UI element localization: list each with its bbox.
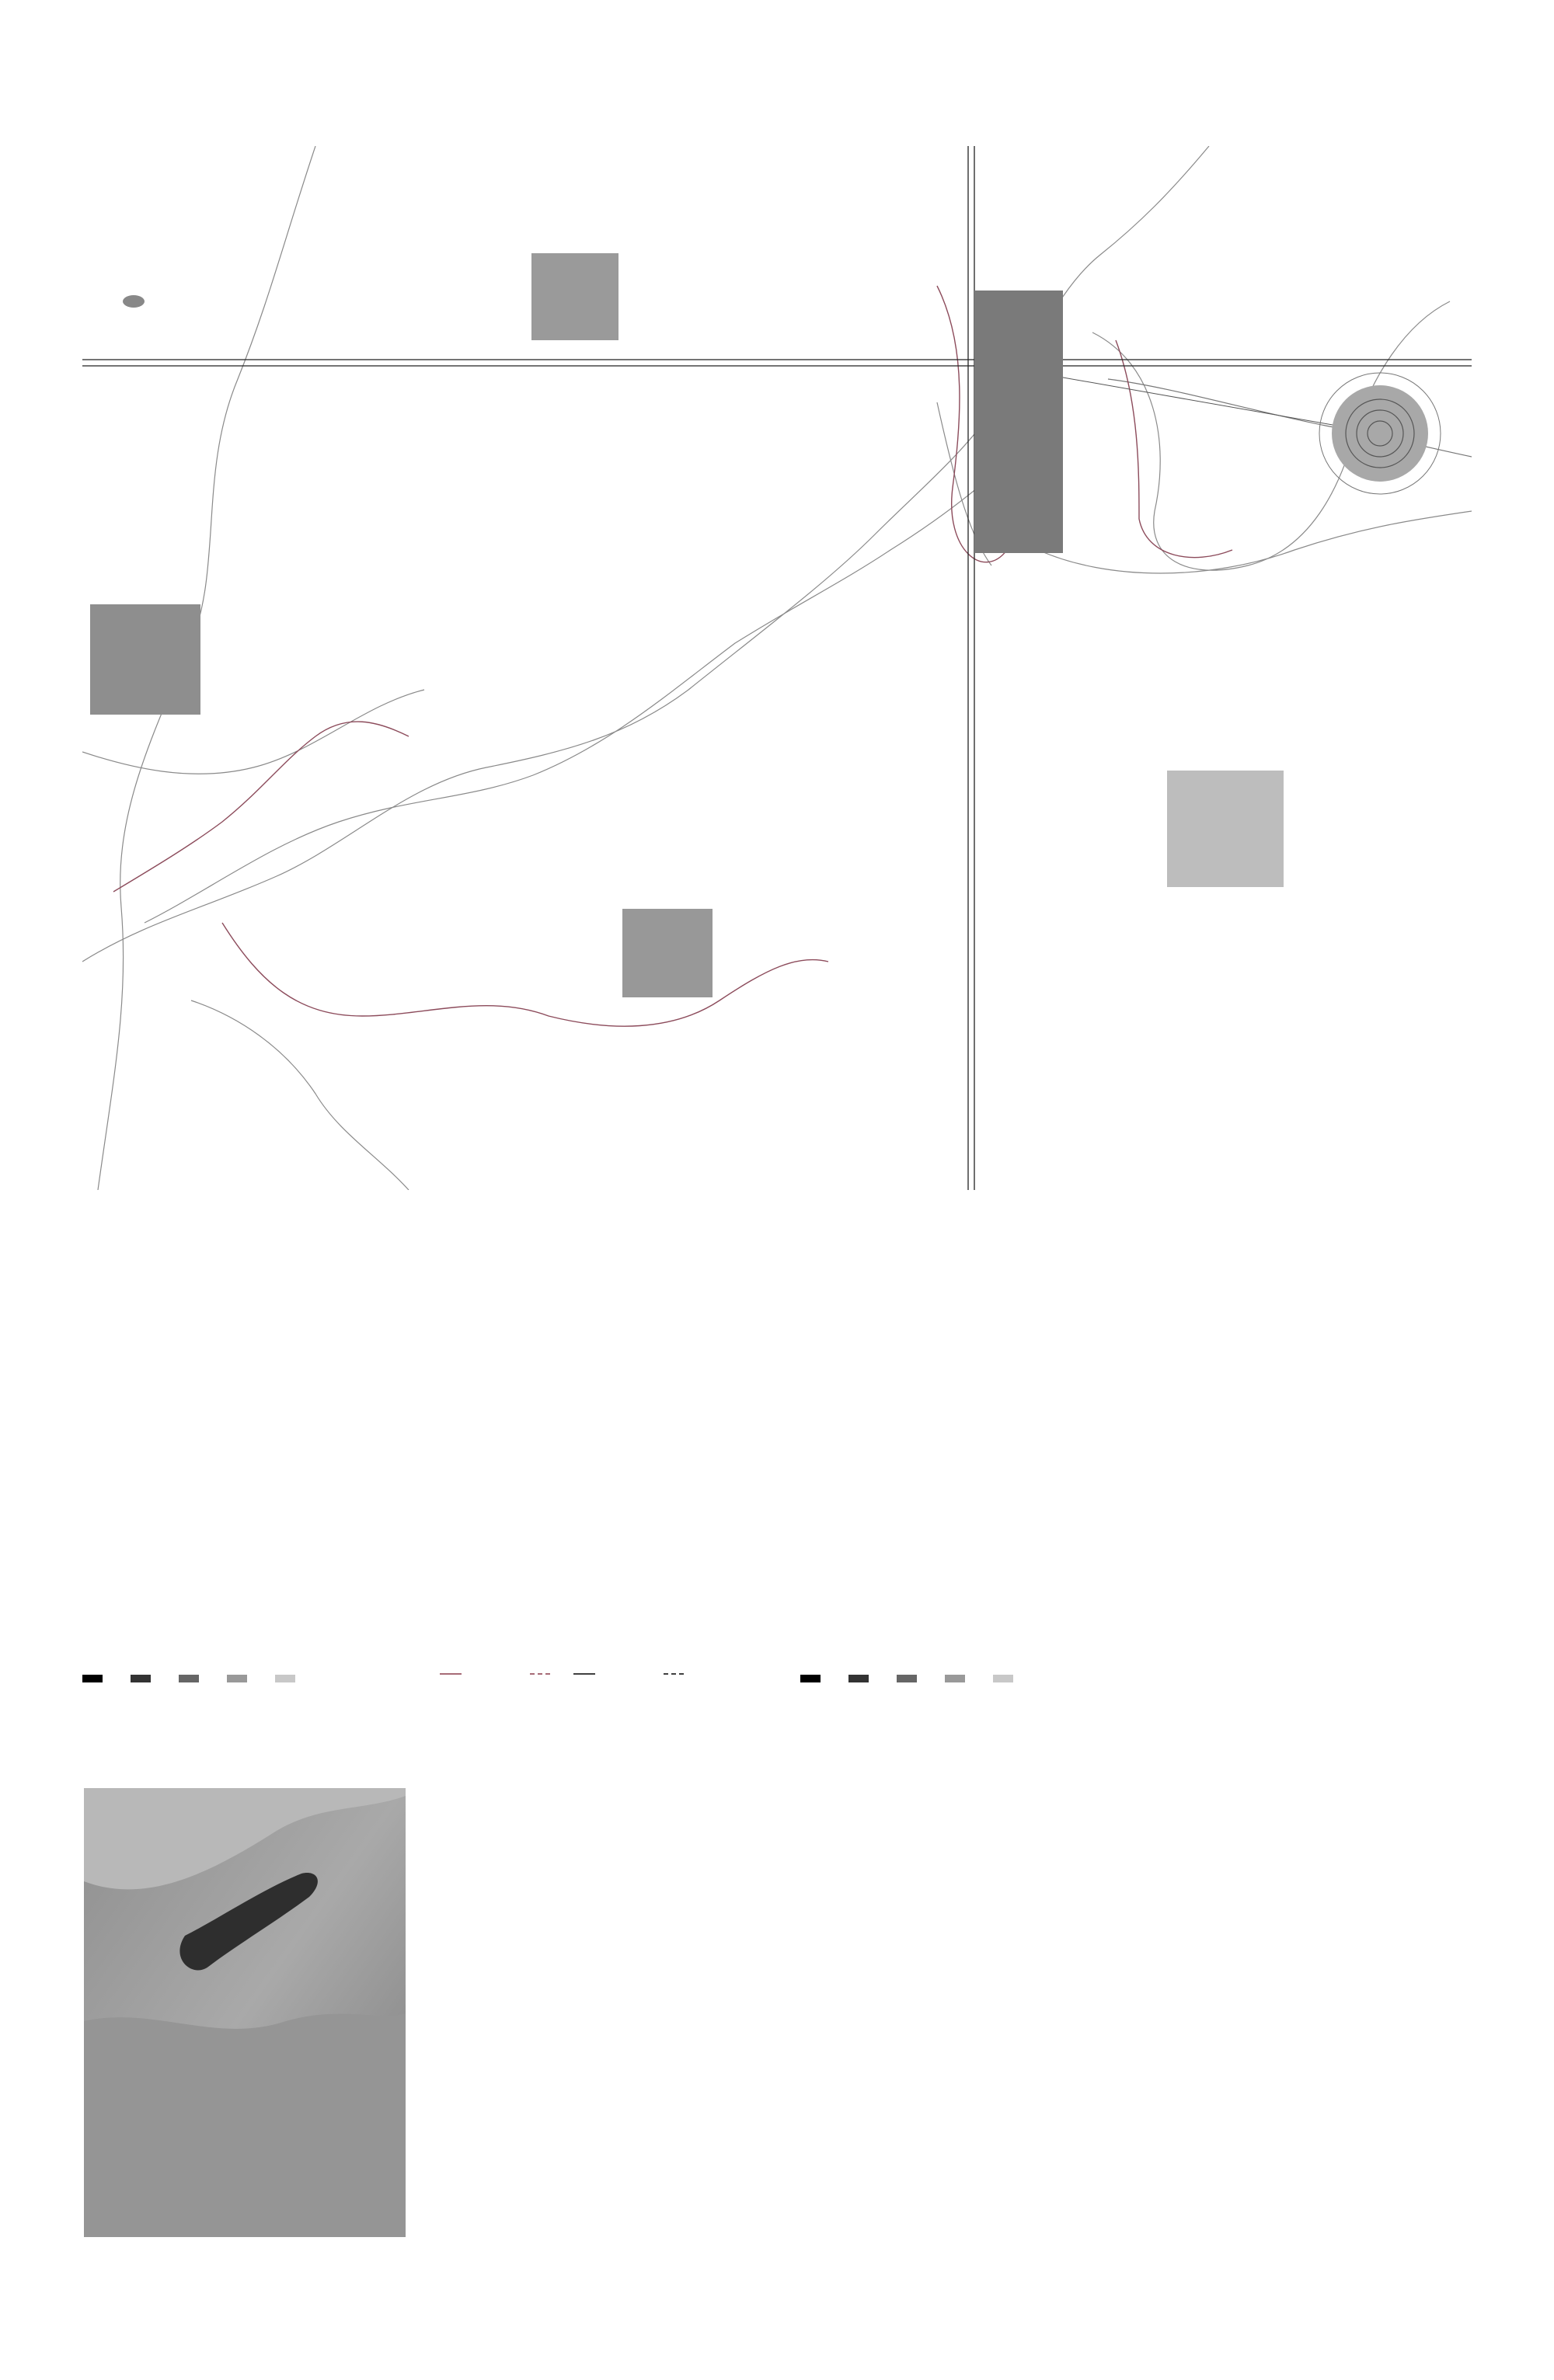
legend-item [275,1675,300,1682]
legend-line-swatch [530,1670,552,1678]
legend-item [573,1670,646,1678]
legend-item [179,1675,204,1682]
legend-item [530,1670,556,1678]
legend-item [945,1675,970,1682]
chart-day-night-temperature [420,1350,769,1664]
text-column-3 [1152,1903,1479,1916]
legend-annual-rainfall [800,1675,1041,1682]
legend-item [848,1675,873,1682]
aerial-photo [84,1788,406,2237]
legend-line-swatch [573,1670,595,1678]
legend-item [664,1670,690,1678]
legend-swatch [800,1675,821,1682]
legend-day-night [440,1670,690,1678]
text-column-1 [437,1903,764,1916]
legend-item [131,1675,155,1682]
legend-item [227,1675,252,1682]
terrain-lines [82,146,1472,1190]
legend-item [440,1670,513,1678]
legend-swatch [82,1675,103,1682]
legend-item [993,1675,1018,1682]
legend-swatch [275,1675,295,1682]
legend-line-swatch [664,1670,685,1678]
legend-swatch [993,1675,1013,1682]
site-map [82,146,1472,1190]
chart-day-night-plot [420,1350,769,1661]
survey-lines [82,146,1472,1190]
text-column-2 [795,1903,1121,1916]
chart-annual-rainfall [775,1350,1125,1664]
legend-item [897,1675,922,1682]
legend-item [82,1675,107,1682]
legend-swatch [945,1675,965,1682]
legend-swatch [897,1675,917,1682]
chart-annual-temperature [62,1350,404,1664]
legend-item [800,1675,825,1682]
legend-swatch [848,1675,869,1682]
legend-line-swatch [440,1670,462,1678]
legend-swatch [131,1675,151,1682]
aerial-thumbnails [90,253,1441,997]
legend-swatch [179,1675,199,1682]
chart-annual-rainfall-plot [775,1350,1125,1661]
chart-water-consumption [1134,1350,1476,1695]
chart-water-consumption-plot [1134,1350,1476,1692]
legend-annual-temperature [82,1675,323,1682]
chart-annual-temperature-plot [62,1350,404,1661]
legend-swatch [227,1675,247,1682]
